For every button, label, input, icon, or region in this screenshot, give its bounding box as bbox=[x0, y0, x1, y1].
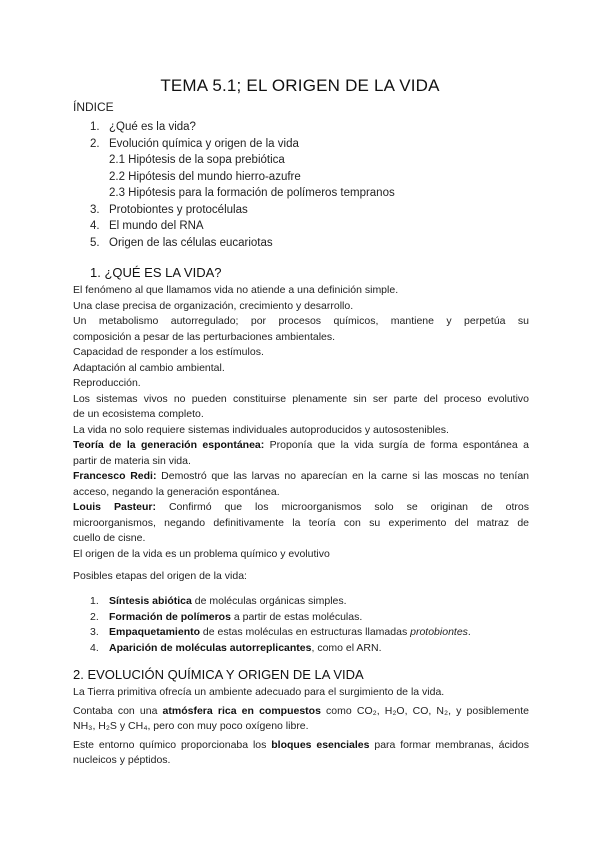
paragraph: acceso, negando la generación espontánea. bbox=[73, 485, 280, 498]
toc-item-number: 1. bbox=[90, 121, 100, 133]
toc-subitem-text: 2.3 Hipótesis para la formación de polímeros tempranos bbox=[109, 187, 395, 199]
toc-item-text: El mundo del RNA bbox=[109, 220, 204, 232]
toc-subitem-text: 2.1 Hipótesis de la sopa prebiótica bbox=[109, 154, 285, 166]
paragraph: Los sistemas vivos no pueden constituirse plenamente sin ser parte del proceso evolutivo bbox=[73, 392, 529, 405]
text-span: Contaba con una bbox=[73, 704, 163, 717]
list-item bbox=[90, 641, 471, 657]
stages-list bbox=[90, 594, 471, 656]
paragraph: NH₃, H₂S y CH₄, pero con muy poco oxígeno libre. bbox=[73, 720, 309, 732]
stages-intro: Posibles etapas del origen de la vida: bbox=[73, 570, 247, 582]
paragraph-conclusion: El origen de la vida es un problema químico y evolutivo bbox=[73, 547, 330, 560]
toc-item bbox=[90, 218, 395, 235]
toc-subitem-text: 2.2 Hipótesis del mundo hierro-azufre bbox=[109, 170, 301, 183]
paragraph: Una clase precisa de organización, crecimiento y desarrollo. bbox=[73, 299, 354, 312]
term-pasteur: Louis Pasteur: bbox=[73, 501, 156, 513]
paragraph: composición a pesar de las perturbaciones ambientales. bbox=[73, 330, 336, 343]
section-2-heading: 2. EVOLUCIÓN QUÍMICA Y ORIGEN DE LA VIDA bbox=[73, 667, 364, 682]
paragraph: microorganismos, negando definitivamente la teoría con su experimento del matraz de bbox=[73, 516, 529, 529]
paragraph-redi bbox=[73, 469, 529, 485]
text-span: Confirmó que los microorganismos solo se originan de otros bbox=[156, 501, 529, 513]
text-span: Demostró que las larvas no aparecían en la carne si las moscas no tenían bbox=[156, 470, 529, 482]
text-span: Este entorno químico proporcionaba los bbox=[73, 738, 272, 751]
term-building-blocks: bloques esenciales bbox=[271, 738, 370, 751]
list-item bbox=[90, 594, 471, 610]
stages-intro-block bbox=[73, 569, 529, 585]
toc-item-number: 3. bbox=[90, 203, 100, 216]
paragraph: Adaptación al cambio ambiental. bbox=[73, 361, 225, 374]
toc-item-text: Origen de las células eucariotas bbox=[109, 236, 273, 249]
text-span: para formar membranas, ácidos bbox=[369, 738, 530, 751]
paragraph: de un ecosistema completo. bbox=[73, 408, 204, 420]
paragraph-pasteur bbox=[73, 500, 529, 516]
term-spontaneous-generation: Teoría de la generación espontánea: bbox=[73, 439, 265, 451]
stage-term: Síntesis abiótica bbox=[109, 595, 192, 607]
toc-item-number: 5. bbox=[90, 236, 100, 249]
index-label: ÍNDICE bbox=[73, 100, 114, 114]
stage-term: Formación de polímeros bbox=[109, 610, 231, 623]
toc-subitem bbox=[90, 169, 395, 186]
stage-term: Empaquetamiento bbox=[109, 626, 201, 638]
paragraph: nucleicos y péptidos. bbox=[73, 754, 171, 766]
toc-subitem bbox=[90, 152, 395, 169]
table-of-contents bbox=[90, 119, 395, 251]
stage-text: a partir de estas moléculas. bbox=[230, 610, 363, 623]
paragraph: partir de materia sin vida. bbox=[73, 454, 191, 467]
section-2-body bbox=[73, 685, 529, 769]
stage-term: Aparición de moléculas autorreplicantes bbox=[109, 641, 312, 654]
list-number: 1. bbox=[90, 595, 99, 607]
toc-item-text: Protobiontes y protocélulas bbox=[109, 203, 248, 216]
list-number: 3. bbox=[90, 626, 99, 638]
paragraph: La vida no solo requiere sistemas individuales autoproducidos y autosostenibles. bbox=[73, 423, 449, 436]
paragraph: Reproducción. bbox=[73, 377, 141, 389]
toc-item bbox=[90, 136, 395, 153]
stage-italic: protobiontes bbox=[410, 626, 468, 638]
paragraph: El fenómeno al que llamamos vida no atiende a una definición simple. bbox=[73, 284, 399, 296]
toc-item-number: 4. bbox=[90, 220, 100, 232]
term-atmosphere: atmósfera rica en compuestos bbox=[162, 704, 321, 717]
section-1-heading: 1. ¿QUÉ ES LA VIDA? bbox=[90, 265, 222, 280]
term-redi: Francesco Redi: bbox=[73, 470, 157, 482]
paragraph-spontaneous-generation bbox=[73, 438, 529, 454]
list-item bbox=[90, 625, 471, 641]
stage-text: , como el ARN. bbox=[311, 641, 382, 654]
paragraph: Un metabolismo autorregulado; por procesos químicos, mantiene y perpetúa su bbox=[73, 315, 529, 327]
page-title: TEMA 5.1; EL ORIGEN DE LA VIDA bbox=[160, 76, 440, 95]
stage-text: de moléculas orgánicas simples. bbox=[191, 595, 347, 607]
toc-item bbox=[90, 235, 395, 252]
list-number: 4. bbox=[90, 641, 99, 654]
list-number: 2. bbox=[90, 610, 99, 623]
toc-item bbox=[90, 119, 395, 136]
stage-tail: . bbox=[467, 626, 471, 638]
toc-item-text: ¿Qué es la vida? bbox=[109, 121, 196, 133]
toc-item bbox=[90, 202, 395, 219]
text-span: Proponía que la vida surgía de forma espontánea a bbox=[264, 439, 529, 451]
text-span: como CO₂, H₂O, CO, N₂, y posiblemente bbox=[320, 704, 529, 717]
paragraph: La Tierra primitiva ofrecía un ambiente adecuado para el surgimiento de la vida. bbox=[73, 686, 445, 698]
paragraph: Capacidad de responder a los estímulos. bbox=[73, 346, 264, 358]
paragraph-atmosphere bbox=[73, 704, 529, 720]
toc-item-number: 2. bbox=[90, 137, 100, 150]
stage-text: de estas moléculas en estructuras llamadas bbox=[200, 626, 411, 638]
toc-subitem bbox=[90, 185, 395, 202]
toc-item-text: Evolución química y origen de la vida bbox=[109, 137, 299, 150]
section-1-body bbox=[73, 283, 529, 562]
paragraph-building-blocks bbox=[73, 738, 529, 754]
list-item bbox=[90, 610, 471, 626]
paragraph: cuello de cisne. bbox=[73, 532, 146, 544]
